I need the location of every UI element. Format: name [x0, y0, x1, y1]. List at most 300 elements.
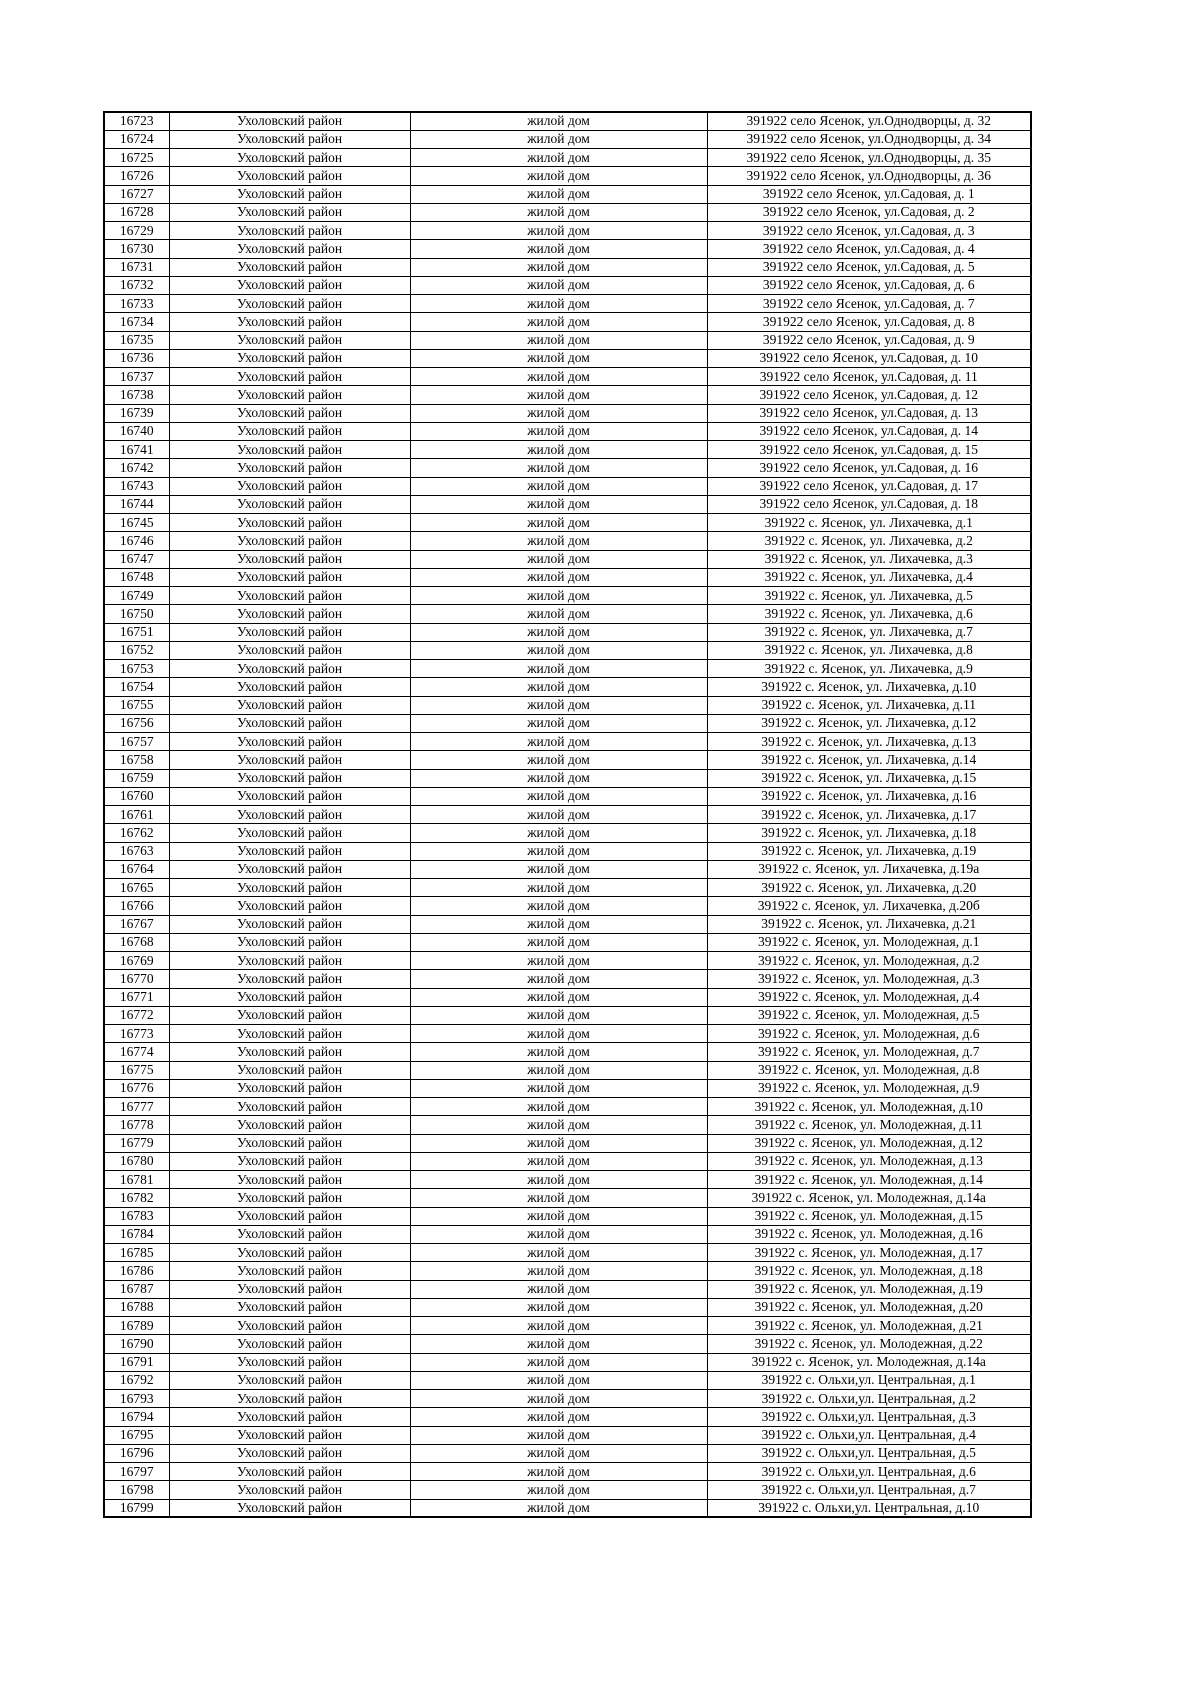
- district-name-cell: Ухоловский район: [169, 1426, 410, 1444]
- table-row: [104, 806, 1031, 824]
- district-name-cell: Ухоловский район: [169, 751, 410, 769]
- district-name-cell: Ухоловский район: [169, 550, 410, 568]
- row-number-cell: 16765: [104, 879, 169, 897]
- district-name-cell: Ухоловский район: [169, 404, 410, 422]
- district-name-cell: Ухоловский район: [169, 258, 410, 276]
- object-type-cell: жилой дом: [410, 751, 707, 769]
- object-type-cell: жилой дом: [410, 714, 707, 732]
- district-name-cell: Ухоловский район: [169, 1298, 410, 1316]
- row-number-cell: 16734: [104, 313, 169, 331]
- object-type-cell: жилой дом: [410, 368, 707, 386]
- address-cell: 391922 село Ясенок, ул.Однодворцы, д. 32: [707, 112, 1031, 130]
- object-type-cell: жилой дом: [410, 1207, 707, 1225]
- object-type-cell: жилой дом: [410, 1171, 707, 1189]
- address-cell: 391922 с. Ясенок, ул. Молодежная, д.3: [707, 970, 1031, 988]
- district-name-cell: Ухоловский район: [169, 1116, 410, 1134]
- row-number-cell: 16799: [104, 1499, 169, 1517]
- district-name-cell: Ухоловский район: [169, 860, 410, 878]
- district-name-cell: Ухоловский район: [169, 240, 410, 258]
- district-name-cell: Ухоловский район: [169, 1134, 410, 1152]
- row-number-cell: 16729: [104, 222, 169, 240]
- table-row: [104, 258, 1031, 276]
- address-cell: 391922 с. Ясенок, ул. Лихачевка, д.19а: [707, 860, 1031, 878]
- object-type-cell: жилой дом: [410, 222, 707, 240]
- address-cell: 391922 с. Ясенок, ул. Лихачевка, д.15: [707, 769, 1031, 787]
- object-type-cell: жилой дом: [410, 404, 707, 422]
- row-number-cell: 16740: [104, 422, 169, 440]
- district-name-cell: Ухоловский район: [169, 623, 410, 641]
- district-name-cell: Ухоловский район: [169, 112, 410, 130]
- object-type-cell: жилой дом: [410, 1408, 707, 1426]
- address-cell: 391922 с. Ясенок, ул. Лихачевка, д.21: [707, 915, 1031, 933]
- district-name-cell: Ухоловский район: [169, 678, 410, 696]
- object-type-cell: жилой дом: [410, 1463, 707, 1481]
- district-name-cell: Ухоловский район: [169, 769, 410, 787]
- address-cell: 391922 с. Ясенок, ул. Лихачевка, д.12: [707, 714, 1031, 732]
- row-number-cell: 16788: [104, 1298, 169, 1316]
- district-name-cell: Ухоловский район: [169, 1025, 410, 1043]
- row-number-cell: 16750: [104, 605, 169, 623]
- object-type-cell: жилой дом: [410, 1189, 707, 1207]
- row-number-cell: 16733: [104, 295, 169, 313]
- address-cell: 391922 с. Ольхи,ул. Центральная, д.5: [707, 1444, 1031, 1462]
- object-type-cell: жилой дом: [410, 824, 707, 842]
- address-cell: 391922 с. Ясенок, ул. Лихачевка, д.17: [707, 806, 1031, 824]
- address-cell: 391922 с. Ясенок, ул. Лихачевка, д.14: [707, 751, 1031, 769]
- object-type-cell: жилой дом: [410, 422, 707, 440]
- table-row: [104, 860, 1031, 878]
- row-number-cell: 16789: [104, 1317, 169, 1335]
- address-cell: 391922 село Ясенок, ул.Садовая, д. 11: [707, 368, 1031, 386]
- district-name-cell: Ухоловский район: [169, 1371, 410, 1389]
- object-type-cell: жилой дом: [410, 1371, 707, 1389]
- district-name-cell: Ухоловский район: [169, 532, 410, 550]
- district-name-cell: Ухоловский район: [169, 696, 410, 714]
- table-row: [104, 1061, 1031, 1079]
- object-type-cell: жилой дом: [410, 349, 707, 367]
- table-row: [104, 240, 1031, 258]
- table-row: [104, 149, 1031, 167]
- row-number-cell: 16790: [104, 1335, 169, 1353]
- address-cell: 391922 с. Ясенок, ул. Молодежная, д.14а: [707, 1353, 1031, 1371]
- object-type-cell: жилой дом: [410, 1043, 707, 1061]
- address-cell: 391922 с. Ясенок, ул. Лихачевка, д.18: [707, 824, 1031, 842]
- table-row: [104, 495, 1031, 513]
- object-type-cell: жилой дом: [410, 733, 707, 751]
- table-row: [104, 1463, 1031, 1481]
- object-type-cell: жилой дом: [410, 203, 707, 221]
- object-type-cell: жилой дом: [410, 532, 707, 550]
- object-type-cell: жилой дом: [410, 1444, 707, 1462]
- address-cell: 391922 с. Ольхи,ул. Центральная, д.3: [707, 1408, 1031, 1426]
- row-number-cell: 16767: [104, 915, 169, 933]
- row-number-cell: 16736: [104, 349, 169, 367]
- object-type-cell: жилой дом: [410, 605, 707, 623]
- district-name-cell: Ухоловский район: [169, 733, 410, 751]
- object-type-cell: жилой дом: [410, 678, 707, 696]
- object-type-cell: жилой дом: [410, 641, 707, 659]
- address-cell: 391922 с. Ясенок, ул. Молодежная, д.7: [707, 1043, 1031, 1061]
- table-row: [104, 368, 1031, 386]
- table-row: [104, 1298, 1031, 1316]
- row-number-cell: 16785: [104, 1244, 169, 1262]
- table-row: [104, 587, 1031, 605]
- table-row: [104, 130, 1031, 148]
- object-type-cell: жилой дом: [410, 1134, 707, 1152]
- district-name-cell: Ухоловский район: [169, 1098, 410, 1116]
- district-name-cell: Ухоловский район: [169, 897, 410, 915]
- row-number-cell: 16757: [104, 733, 169, 751]
- address-cell: 391922 с. Ясенок, ул. Молодежная, д.18: [707, 1262, 1031, 1280]
- table-row: [104, 331, 1031, 349]
- address-cell: 391922 с. Ясенок, ул. Лихачевка, д.11: [707, 696, 1031, 714]
- row-number-cell: 16753: [104, 660, 169, 678]
- row-number-cell: 16792: [104, 1371, 169, 1389]
- district-name-cell: Ухоловский район: [169, 1189, 410, 1207]
- district-name-cell: Ухоловский район: [169, 1006, 410, 1024]
- district-name-cell: Ухоловский район: [169, 514, 410, 532]
- address-cell: 391922 село Ясенок, ул.Садовая, д. 6: [707, 276, 1031, 294]
- district-name-cell: Ухоловский район: [169, 276, 410, 294]
- address-cell: 391922 с. Ясенок, ул. Лихачевка, д.6: [707, 605, 1031, 623]
- address-cell: 391922 с. Ясенок, ул. Молодежная, д.21: [707, 1317, 1031, 1335]
- table-row: [104, 112, 1031, 130]
- row-number-cell: 16779: [104, 1134, 169, 1152]
- row-number-cell: 16759: [104, 769, 169, 787]
- district-name-cell: Ухоловский район: [169, 386, 410, 404]
- district-name-cell: Ухоловский район: [169, 933, 410, 951]
- address-cell: 391922 с. Ясенок, ул. Молодежная, д.22: [707, 1335, 1031, 1353]
- address-cell: 391922 село Ясенок, ул.Садовая, д. 4: [707, 240, 1031, 258]
- row-number-cell: 16763: [104, 842, 169, 860]
- address-cell: 391922 с. Ясенок, ул. Лихачевка, д.19: [707, 842, 1031, 860]
- table-row: [104, 167, 1031, 185]
- row-number-cell: 16768: [104, 933, 169, 951]
- address-cell: 391922 с. Ясенок, ул. Лихачевка, д.4: [707, 568, 1031, 586]
- table-row: [104, 441, 1031, 459]
- table-row: [104, 1171, 1031, 1189]
- object-type-cell: жилой дом: [410, 441, 707, 459]
- row-number-cell: 16756: [104, 714, 169, 732]
- table-row: [104, 1408, 1031, 1426]
- row-number-cell: 16774: [104, 1043, 169, 1061]
- district-name-cell: Ухоловский район: [169, 660, 410, 678]
- object-type-cell: жилой дом: [410, 1353, 707, 1371]
- object-type-cell: жилой дом: [410, 769, 707, 787]
- object-type-cell: жилой дом: [410, 587, 707, 605]
- table-row: [104, 842, 1031, 860]
- table-row: [104, 879, 1031, 897]
- row-number-cell: 16791: [104, 1353, 169, 1371]
- table-row: [104, 605, 1031, 623]
- row-number-cell: 16723: [104, 112, 169, 130]
- district-name-cell: Ухоловский район: [169, 1207, 410, 1225]
- table-row: [104, 459, 1031, 477]
- row-number-cell: 16787: [104, 1280, 169, 1298]
- district-name-cell: Ухоловский район: [169, 568, 410, 586]
- object-type-cell: жилой дом: [410, 1280, 707, 1298]
- address-cell: 391922 село Ясенок, ул.Садовая, д. 7: [707, 295, 1031, 313]
- table-row: [104, 1189, 1031, 1207]
- address-cell: 391922 с. Ясенок, ул. Молодежная, д.10: [707, 1098, 1031, 1116]
- district-name-cell: Ухоловский район: [169, 1079, 410, 1097]
- table-row: [104, 185, 1031, 203]
- object-type-cell: жилой дом: [410, 477, 707, 495]
- district-name-cell: Ухоловский район: [169, 970, 410, 988]
- object-type-cell: жилой дом: [410, 787, 707, 805]
- row-number-cell: 16737: [104, 368, 169, 386]
- row-number-cell: 16731: [104, 258, 169, 276]
- row-number-cell: 16749: [104, 587, 169, 605]
- object-type-cell: жилой дом: [410, 459, 707, 477]
- table-row: [104, 532, 1031, 550]
- district-name-cell: Ухоловский район: [169, 1353, 410, 1371]
- row-number-cell: 16764: [104, 860, 169, 878]
- address-cell: 391922 с. Ольхи,ул. Центральная, д.1: [707, 1371, 1031, 1389]
- district-name-cell: Ухоловский район: [169, 1152, 410, 1170]
- table-row: [104, 751, 1031, 769]
- table-row: [104, 660, 1031, 678]
- address-cell: 391922 с. Ясенок, ул. Молодежная, д.16: [707, 1225, 1031, 1243]
- district-name-cell: Ухоловский район: [169, 879, 410, 897]
- row-number-cell: 16761: [104, 806, 169, 824]
- address-cell: 391922 с. Ясенок, ул. Молодежная, д.9: [707, 1079, 1031, 1097]
- address-cell: 391922 с. Ясенок, ул. Молодежная, д.20: [707, 1298, 1031, 1316]
- row-number-cell: 16727: [104, 185, 169, 203]
- object-type-cell: жилой дом: [410, 952, 707, 970]
- address-cell: 391922 с. Ясенок, ул. Молодежная, д.14а: [707, 1189, 1031, 1207]
- row-number-cell: 16762: [104, 824, 169, 842]
- district-name-cell: Ухоловский район: [169, 313, 410, 331]
- table-row: [104, 714, 1031, 732]
- address-cell: 391922 с. Ясенок, ул. Молодежная, д.17: [707, 1244, 1031, 1262]
- district-name-cell: Ухоловский район: [169, 149, 410, 167]
- row-number-cell: 16745: [104, 514, 169, 532]
- object-type-cell: жилой дом: [410, 1317, 707, 1335]
- table-row: [104, 276, 1031, 294]
- object-type-cell: жилой дом: [410, 1152, 707, 1170]
- row-number-cell: 16766: [104, 897, 169, 915]
- district-name-cell: Ухоловский район: [169, 641, 410, 659]
- table-row: [104, 897, 1031, 915]
- table-row: [104, 1225, 1031, 1243]
- address-cell: 391922 село Ясенок, ул.Садовая, д. 13: [707, 404, 1031, 422]
- district-name-cell: Ухоловский район: [169, 295, 410, 313]
- table-row: [104, 1390, 1031, 1408]
- row-number-cell: 16743: [104, 477, 169, 495]
- object-type-cell: жилой дом: [410, 568, 707, 586]
- table-row: [104, 787, 1031, 805]
- row-number-cell: 16726: [104, 167, 169, 185]
- table-row: [104, 1499, 1031, 1517]
- address-cell: 391922 с. Ольхи,ул. Центральная, д.7: [707, 1481, 1031, 1499]
- address-cell: 391922 с. Ясенок, ул. Лихачевка, д.10: [707, 678, 1031, 696]
- object-type-cell: жилой дом: [410, 1262, 707, 1280]
- district-name-cell: Ухоловский район: [169, 331, 410, 349]
- row-number-cell: 16780: [104, 1152, 169, 1170]
- address-cell: 391922 село Ясенок, ул.Садовая, д. 2: [707, 203, 1031, 221]
- object-type-cell: жилой дом: [410, 1116, 707, 1134]
- district-name-cell: Ухоловский район: [169, 185, 410, 203]
- table-row: [104, 933, 1031, 951]
- address-table: [103, 111, 1032, 1518]
- object-type-cell: жилой дом: [410, 988, 707, 1006]
- district-name-cell: Ухоловский район: [169, 1390, 410, 1408]
- table-row: [104, 1244, 1031, 1262]
- table-row: [104, 222, 1031, 240]
- district-name-cell: Ухоловский район: [169, 1280, 410, 1298]
- table-row: [104, 1371, 1031, 1389]
- address-cell: 391922 с. Ольхи,ул. Центральная, д.6: [707, 1463, 1031, 1481]
- object-type-cell: жилой дом: [410, 185, 707, 203]
- object-type-cell: жилой дом: [410, 1298, 707, 1316]
- row-number-cell: 16739: [104, 404, 169, 422]
- district-name-cell: Ухоловский район: [169, 824, 410, 842]
- address-cell: 391922 с. Ясенок, ул. Молодежная, д.14: [707, 1171, 1031, 1189]
- object-type-cell: жилой дом: [410, 879, 707, 897]
- address-cell: 391922 с. Ясенок, ул. Молодежная, д.2: [707, 952, 1031, 970]
- address-cell: 391922 село Ясенок, ул.Садовая, д. 14: [707, 422, 1031, 440]
- district-name-cell: Ухоловский район: [169, 222, 410, 240]
- object-type-cell: жилой дом: [410, 1390, 707, 1408]
- table-row: [104, 1025, 1031, 1043]
- district-name-cell: Ухоловский район: [169, 587, 410, 605]
- address-cell: 391922 с. Ясенок, ул. Молодежная, д.12: [707, 1134, 1031, 1152]
- address-cell: 391922 с. Ясенок, ул. Лихачевка, д.9: [707, 660, 1031, 678]
- row-number-cell: 16751: [104, 623, 169, 641]
- table-row: [104, 1207, 1031, 1225]
- object-type-cell: жилой дом: [410, 167, 707, 185]
- table-row: [104, 313, 1031, 331]
- address-cell: 391922 село Ясенок, ул.Садовая, д. 16: [707, 459, 1031, 477]
- address-cell: 391922 село Ясенок, ул.Садовая, д. 18: [707, 495, 1031, 513]
- address-cell: 391922 с. Ясенок, ул. Лихачевка, д.16: [707, 787, 1031, 805]
- district-name-cell: Ухоловский район: [169, 1499, 410, 1517]
- address-cell: 391922 с. Ясенок, ул. Молодежная, д.15: [707, 1207, 1031, 1225]
- object-type-cell: жилой дом: [410, 915, 707, 933]
- district-name-cell: Ухоловский район: [169, 495, 410, 513]
- object-type-cell: жилой дом: [410, 495, 707, 513]
- table-row: [104, 696, 1031, 714]
- address-cell: 391922 с. Ясенок, ул. Лихачевка, д.20б: [707, 897, 1031, 915]
- object-type-cell: жилой дом: [410, 276, 707, 294]
- row-number-cell: 16732: [104, 276, 169, 294]
- row-number-cell: 16747: [104, 550, 169, 568]
- table-row: [104, 1317, 1031, 1335]
- district-name-cell: Ухоловский район: [169, 1262, 410, 1280]
- row-number-cell: 16760: [104, 787, 169, 805]
- table-row: [104, 1353, 1031, 1371]
- district-name-cell: Ухоловский район: [169, 1481, 410, 1499]
- table-row: [104, 514, 1031, 532]
- table-row: [104, 970, 1031, 988]
- address-cell: 391922 с. Ольхи,ул. Центральная, д.2: [707, 1390, 1031, 1408]
- address-cell: 391922 село Ясенок, ул.Садовая, д. 15: [707, 441, 1031, 459]
- address-cell: 391922 село Ясенок, ул.Садовая, д. 5: [707, 258, 1031, 276]
- district-name-cell: Ухоловский район: [169, 787, 410, 805]
- object-type-cell: жилой дом: [410, 1335, 707, 1353]
- object-type-cell: жилой дом: [410, 149, 707, 167]
- object-type-cell: жилой дом: [410, 696, 707, 714]
- address-cell: 391922 с. Ясенок, ул. Лихачевка, д.8: [707, 641, 1031, 659]
- district-name-cell: Ухоловский район: [169, 1335, 410, 1353]
- district-name-cell: Ухоловский район: [169, 1171, 410, 1189]
- row-number-cell: 16742: [104, 459, 169, 477]
- address-cell: 391922 с. Ясенок, ул. Молодежная, д.13: [707, 1152, 1031, 1170]
- row-number-cell: 16797: [104, 1463, 169, 1481]
- address-cell: 391922 с. Ясенок, ул. Лихачевка, д.2: [707, 532, 1031, 550]
- object-type-cell: жилой дом: [410, 860, 707, 878]
- object-type-cell: жилой дом: [410, 1426, 707, 1444]
- district-name-cell: Ухоловский район: [169, 1317, 410, 1335]
- row-number-cell: 16783: [104, 1207, 169, 1225]
- row-number-cell: 16772: [104, 1006, 169, 1024]
- district-name-cell: Ухоловский район: [169, 952, 410, 970]
- object-type-cell: жилой дом: [410, 258, 707, 276]
- table-row: [104, 1262, 1031, 1280]
- table-row: [104, 386, 1031, 404]
- table-row: [104, 824, 1031, 842]
- district-name-cell: Ухоловский район: [169, 1061, 410, 1079]
- address-cell: 391922 село Ясенок, ул.Садовая, д. 8: [707, 313, 1031, 331]
- row-number-cell: 16775: [104, 1061, 169, 1079]
- table-body: [104, 112, 1031, 1517]
- row-number-cell: 16777: [104, 1098, 169, 1116]
- object-type-cell: жилой дом: [410, 1079, 707, 1097]
- table-row: [104, 1335, 1031, 1353]
- object-type-cell: жилой дом: [410, 331, 707, 349]
- table-row: [104, 1006, 1031, 1024]
- row-number-cell: 16781: [104, 1171, 169, 1189]
- row-number-cell: 16773: [104, 1025, 169, 1043]
- address-cell: 391922 с. Ясенок, ул. Молодежная, д.11: [707, 1116, 1031, 1134]
- row-number-cell: 16730: [104, 240, 169, 258]
- address-cell: 391922 село Ясенок, ул.Однодворцы, д. 35: [707, 149, 1031, 167]
- address-cell: 391922 с. Ольхи,ул. Центральная, д.10: [707, 1499, 1031, 1517]
- district-name-cell: Ухоловский район: [169, 1408, 410, 1426]
- row-number-cell: 16782: [104, 1189, 169, 1207]
- row-number-cell: 16798: [104, 1481, 169, 1499]
- row-number-cell: 16738: [104, 386, 169, 404]
- table-row: [104, 295, 1031, 313]
- district-name-cell: Ухоловский район: [169, 915, 410, 933]
- district-name-cell: Ухоловский район: [169, 167, 410, 185]
- table-row: [104, 1116, 1031, 1134]
- address-cell: 391922 с. Ясенок, ул. Лихачевка, д.1: [707, 514, 1031, 532]
- address-cell: 391922 село Ясенок, ул.Садовая, д. 10: [707, 349, 1031, 367]
- district-name-cell: Ухоловский район: [169, 1463, 410, 1481]
- district-name-cell: Ухоловский район: [169, 988, 410, 1006]
- object-type-cell: жилой дом: [410, 1061, 707, 1079]
- row-number-cell: 16735: [104, 331, 169, 349]
- table-row: [104, 641, 1031, 659]
- object-type-cell: жилой дом: [410, 897, 707, 915]
- address-cell: 391922 с. Ясенок, ул. Молодежная, д.6: [707, 1025, 1031, 1043]
- address-cell: 391922 село Ясенок, ул.Садовая, д. 17: [707, 477, 1031, 495]
- table-row: [104, 1152, 1031, 1170]
- object-type-cell: жилой дом: [410, 386, 707, 404]
- address-cell: 391922 с. Ясенок, ул. Молодежная, д.19: [707, 1280, 1031, 1298]
- district-name-cell: Ухоловский район: [169, 349, 410, 367]
- address-cell: 391922 с. Ясенок, ул. Лихачевка, д.3: [707, 550, 1031, 568]
- district-name-cell: Ухоловский район: [169, 806, 410, 824]
- row-number-cell: 16794: [104, 1408, 169, 1426]
- table-row: [104, 1444, 1031, 1462]
- row-number-cell: 16724: [104, 130, 169, 148]
- table-row: [104, 1043, 1031, 1061]
- object-type-cell: жилой дом: [410, 660, 707, 678]
- row-number-cell: 16744: [104, 495, 169, 513]
